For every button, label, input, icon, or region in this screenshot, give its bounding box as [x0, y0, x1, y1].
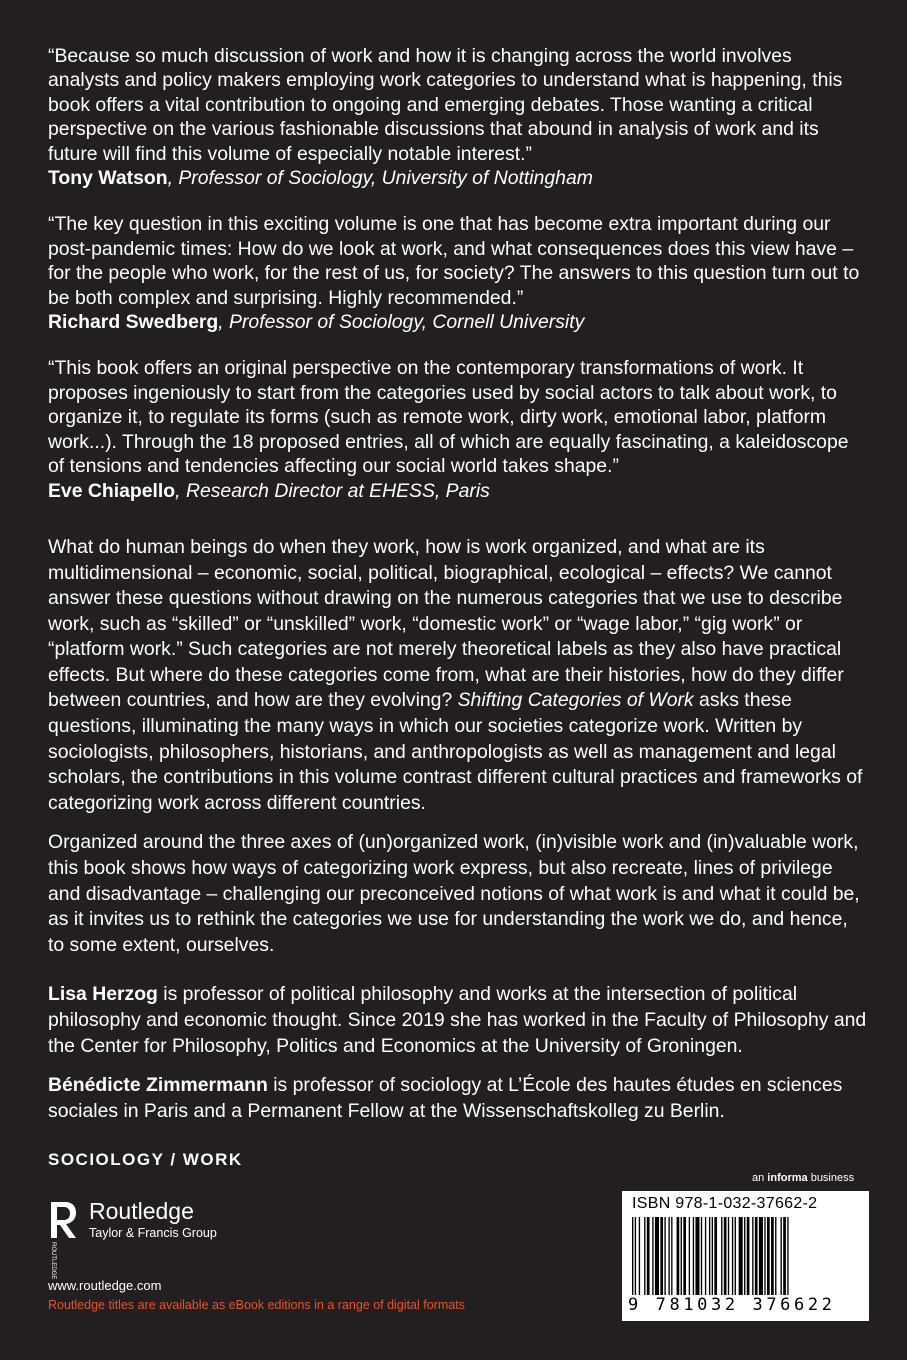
barcode-bar: [652, 1217, 653, 1295]
publisher-website[interactable]: www.routledge.com: [48, 1278, 162, 1293]
barcode-bar: [739, 1217, 743, 1295]
barcode-bar: [787, 1217, 788, 1295]
barcode-bar: [695, 1217, 699, 1295]
author-name: Lisa Herzog: [48, 983, 158, 1006]
barcode-bar: [705, 1217, 706, 1295]
author-bio: Lisa Herzog is professor of political philosophy and works at the intersection of political philosophy and economic thought. Since 2019 she has worked in the Faculty of Philosophy and the Center for Philosophy, Politics and Economics at the University of Groningen.: [48, 983, 867, 1057]
description-paragraph: Organized around the three axes of (un)organized work, (in)visible work and (in)valuable work, this book shows how ways of categorizing work express, but also recreate, lines of privilege and disadvantage – challenging our preconceived notions of what work is and what it could be, as it invites us to rethink the categories we use for understanding the work we do, and hence, to some extent, ourselves.: [48, 831, 860, 956]
barcode-bar: [747, 1217, 750, 1295]
barcode-bar: [709, 1217, 710, 1295]
endorsement-attribution: [48, 479, 868, 503]
endorsement-quote: “Because so much discussion of work and how it is changing across the world involves analysts and policy makers employing work categories to understand what is happening, this book offers a vital contribution to ongoing and emerging debates. Those wanting a critical perspective on the various fashionable discussions that abound in analysis of work and its future will find this volume of especially notable interest.”: [48, 45, 843, 165]
barcode-bar: [764, 1217, 765, 1295]
routledge-logo-icon: [45, 1198, 79, 1280]
barcode-bar: [660, 1217, 663, 1295]
endorsement-attribution: [48, 310, 868, 334]
barcode-bar: [724, 1217, 727, 1295]
endorsement-attribution: [48, 166, 868, 190]
endorser-name: Eve Chiapello: [48, 479, 176, 502]
ebook-note: Routledge titles are available as eBook editions in a range of digital formats: [48, 1298, 465, 1312]
publisher-name: Routledge: [89, 1198, 194, 1224]
barcode-bar: [752, 1217, 753, 1295]
endorser-name: Tony Watson: [48, 167, 168, 190]
barcode-bar: [759, 1217, 763, 1295]
barcode-bar: [781, 1217, 782, 1295]
barcode-bar: [644, 1217, 645, 1295]
endorser-title: , Professor of Sociology, Cornell University: [218, 311, 585, 334]
publisher-logo: [45, 1198, 217, 1280]
barcode-bar: [632, 1217, 633, 1295]
barcode-bar: [767, 1217, 770, 1295]
barcode-bar: [783, 1217, 786, 1295]
barcode-bar: [683, 1217, 686, 1295]
logo-mark-text: ROUTLEDGE: [50, 1242, 56, 1280]
barcode-bar: [771, 1217, 774, 1295]
barcode-digits: 9 781032 376622: [628, 1295, 836, 1315]
endorser-title: , Research Director at EHESS, Paris: [175, 479, 490, 502]
endorser-title: , Professor of Sociology, University of Nottingham: [167, 167, 593, 190]
barcode-box: [622, 1191, 869, 1321]
barcode-bar: [732, 1217, 733, 1295]
barcode-bar: [655, 1217, 659, 1295]
publisher-group: Taylor & Francis Group: [89, 1226, 217, 1240]
barcode-bar: [728, 1217, 729, 1295]
informa-tagline: an informa business: [752, 1172, 855, 1184]
endorsement-quote: “This book offers an original perspective on the contemporary transformations of work. It proposes ingeniously to start from the categories used by social actors to talk about work, to organize it, to regulate its forms (such as remote work, dirty work, emotional labor, platform work...). Through the 18 proposed entries, all of which are equally fascinating, a kaleidoscope of tensions and tendencies affecting our social world takes shape.”: [48, 357, 849, 478]
barcode-bar: [677, 1217, 680, 1295]
barcode-bar: [775, 1217, 776, 1295]
barcode-bar: [693, 1217, 694, 1295]
book-title: Shifting Categories of Work: [457, 689, 694, 712]
barcode-bar: [647, 1217, 650, 1295]
barcode-bar: [755, 1217, 758, 1295]
isbn-label: ISBN 978-1-032-37662-2: [632, 1195, 818, 1212]
subject-category: SOCIOLOGY / WORK: [48, 1150, 243, 1169]
barcode-bar: [681, 1217, 682, 1295]
barcode-bar: [735, 1217, 736, 1295]
author-bio: Bénédicte Zimmermann is professor of sociology at L’École des hautes études en sciences sociales in Paris and a Permanent Fellow at the Wissenschaftskolleg zu Berlin.: [48, 1074, 843, 1122]
barcode-bar: [721, 1217, 722, 1295]
endorsement-quote: “The key question in this exciting volume is one that has become extra important during our post-pandemic times: How do we look at work, and what consequences does this view have – for the people who work, for the rest of us, for society? The answers to this question turn out to be both complex and surprising. Highly recommended.”: [48, 213, 860, 309]
barcode-bar: [689, 1217, 690, 1295]
barcode-bar: [639, 1217, 640, 1295]
barcode-bar: [668, 1217, 669, 1295]
barcode-bar: [714, 1217, 717, 1295]
description-paragraph: What do human beings do when they work, how is work organized, and what are its multidimensional – economic, social, political, biographical, ecological – effects? We cannot answer these questions without drawing on the numerous categories that we use to describe work, such as “skilled” or “unskilled” work, “domestic work” or “wage labor,” “gig work” or “platform work.” Such categories are not merely theoretical labels as they also have practical effects. But where do these categories come from, what are their histories, how do they differ between countries, and how are they evolving? Shifting Categories of Work asks these questions, illuminating the many ways in which our societies categorize work. Written by sociologists, philosophers, historians, and anthropologists as well as management and legal scholars, the contributions in this volume contrast different cultural practices and frameworks of categorizing work across different countries.: [48, 535, 863, 814]
barcode-bar: [664, 1217, 665, 1295]
barcode-bar: [712, 1217, 713, 1295]
author-name: Bénédicte Zimmermann: [48, 1074, 268, 1097]
barcode-bar: [744, 1217, 745, 1295]
barcode-bar: [701, 1217, 702, 1295]
barcode-bar: [671, 1217, 672, 1295]
barcode-bar: [635, 1217, 636, 1295]
endorser-name: Richard Swedberg: [48, 311, 219, 334]
back-cover-content: [48, 44, 868, 1138]
barcode-icon: [632, 1217, 858, 1295]
